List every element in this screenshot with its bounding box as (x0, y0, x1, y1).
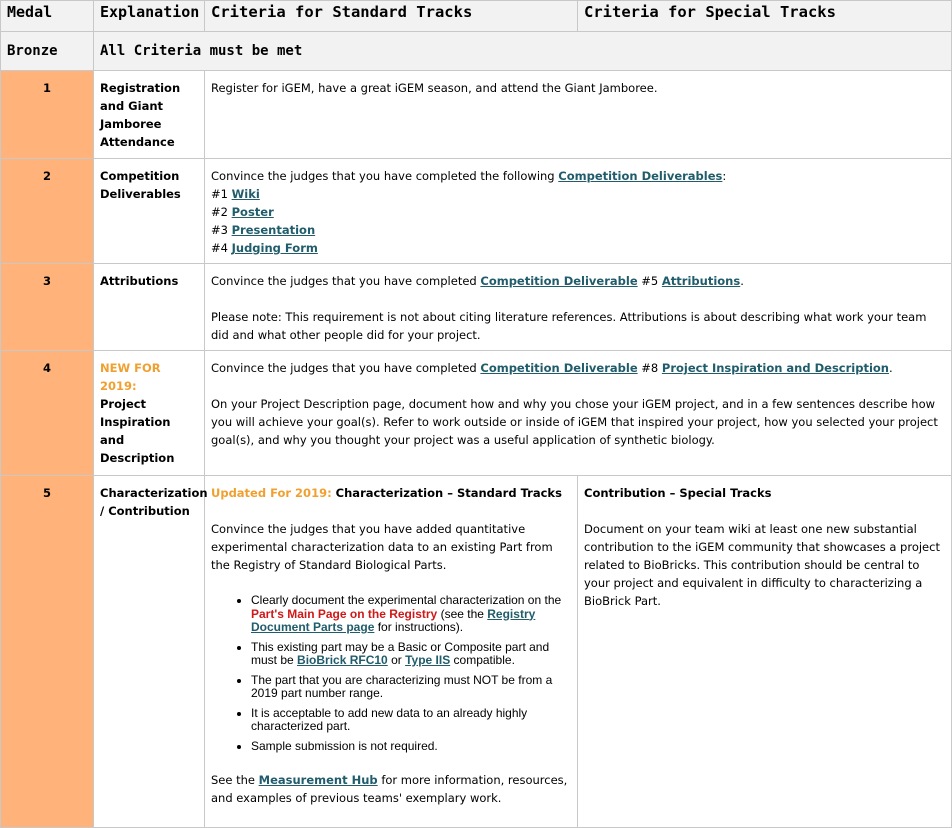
contribution-paragraph: Document on your team wiki at least one new substantial contribution to the iGEM community that showcases a project related to BioBricks. This contribution should be central to your project and equivalent in difficulty to characterizing a BioBrick Part. (584, 522, 940, 608)
list-item: • The part that you are characterizing must NOT be from a 2019 part number range. (251, 674, 571, 701)
poster-link[interactable]: Poster (231, 205, 274, 219)
header-special-tracks: Criteria for Special Tracks (578, 1, 952, 32)
bronze-text: All Criteria must be met (94, 32, 952, 71)
header-explanation: Explanation (94, 1, 205, 32)
row-criteria: Convince the judges that you have completed Competition Deliverable #8 Project Inspiration and Description. On your Project Description page, document how and why you chose your iGEM project, and in a few sentences describe how you will achieve your goal(s). Refer to work outside or inside of iGEM that inspired your project, how you selected your project goal(s), and why you thought your project was a useful application of synthetic biology. (205, 351, 952, 476)
table-row (1, 71, 952, 159)
wiki-link[interactable]: Wiki (231, 187, 260, 201)
special-track-title: Contribution – Special Tracks (584, 486, 772, 500)
characterization-paragraph: Convince the judges that you have added quantitative experimental characterization data to an existing Part from the Registry of Standard Biological Parts. (211, 522, 553, 572)
characterization-list (211, 594, 571, 753)
attributions-note: Please note: This requirement is not about citing literature references. Attributions is about describing what work your team did and what other people did for your project. (211, 310, 927, 342)
bronze-label: Bronze (1, 32, 94, 71)
row-explanation: Competition Deliverables (94, 159, 205, 264)
row-explanation: NEW FOR 2019: Project Inspiration and Description (94, 351, 205, 476)
header-row (1, 1, 952, 32)
row-criteria: Register for iGEM, have a great iGEM season, and attend the Giant Jamboree. (205, 71, 952, 159)
row-explanation: Attributions (94, 264, 205, 351)
row-number: 2 (1, 159, 94, 264)
row-number: 1 (1, 71, 94, 159)
standard-track-criteria: Updated For 2019: Characterization – Standard Tracks Convince the judges that you have added quantitative experimental characterization data to an existing Part from the Registry of Standard Biological Parts. • Clearly document the experimental characterization on the Part's Main Page on the Registry (see the Registry Document Parts page for instructions). • This existing part may be a Basic or Composite part and must be BioBrick RFC10 or Type IIS compatible. • The part that you are characterizing must NOT be from a 2019 part number range. • It is acceptable to add new data to an already highly characterized part. • Sample submission is not required. See the Measurement Hub for more information, resources, and examples of previous teams' exemplary work. (205, 476, 578, 828)
table-row (1, 159, 952, 264)
attributions-link[interactable]: Attributions (661, 274, 741, 288)
project-description-paragraph: On your Project Description page, document how and why you chose your iGEM project, and in a few sentences describe how you will achieve your goal(s). Refer to work outside or inside of iGEM that inspired your project, how you selected your project goal(s), and why you thought your project was a useful application of synthetic biology. (211, 397, 938, 447)
list-item: • This existing part may be a Basic or Composite part and must be BioBrick RFC10 or Type IIS compatible. (251, 641, 571, 668)
registry-document-parts-link[interactable]: Registry Document Parts page (251, 606, 536, 634)
type-iis-link[interactable]: Type IIS (405, 653, 451, 667)
list-item: • Clearly document the experimental characterization on the Part's Main Page on the Registry (see the Registry Document Parts page for instructions). (251, 594, 571, 635)
header-medal: Medal (1, 1, 94, 32)
project-inspiration-link[interactable]: Project Inspiration and Description (661, 361, 889, 375)
competition-deliverable-link[interactable]: Competition Deliverable (480, 361, 638, 375)
competition-deliverables-link[interactable]: Competition Deliverables (558, 169, 723, 183)
competition-deliverable-link[interactable]: Competition Deliverable (480, 274, 638, 288)
row-number: 5 (1, 476, 94, 828)
row-number: 4 (1, 351, 94, 476)
measurement-hub-link[interactable]: Measurement Hub (258, 773, 378, 787)
list-item: • Sample submission is not required. (251, 740, 571, 754)
presentation-link[interactable]: Presentation (231, 223, 316, 237)
row-explanation: Characterization / Contribution (94, 476, 205, 828)
biobrick-rfc10-link[interactable]: BioBrick RFC10 (297, 653, 388, 667)
row-criteria: Convince the judges that you have completed Competition Deliverable #5 Attributions. Please note: This requirement is not about citing literature references. Attributions is about describing what work your team did and what other people did for your project. (205, 264, 952, 351)
updated-for-2019-label: Updated For 2019: (211, 486, 332, 500)
row-explanation: Registration and Giant Jamboree Attendance (94, 71, 205, 159)
row-number: 3 (1, 264, 94, 351)
bronze-row (1, 32, 952, 71)
table-row (1, 264, 952, 351)
judging-form-link[interactable]: Judging Form (231, 241, 318, 255)
list-item: • It is acceptable to add new data to an already highly characterized part. (251, 707, 571, 734)
new-for-2019-label: NEW FOR 2019: (100, 361, 161, 393)
row-criteria: Convince the judges that you have completed the following Competition Deliverables: #1 Wiki #2 Poster #3 Presentation #4 Judging Form (205, 159, 952, 264)
table-row (1, 351, 952, 476)
header-standard-tracks: Criteria for Standard Tracks (205, 1, 578, 32)
